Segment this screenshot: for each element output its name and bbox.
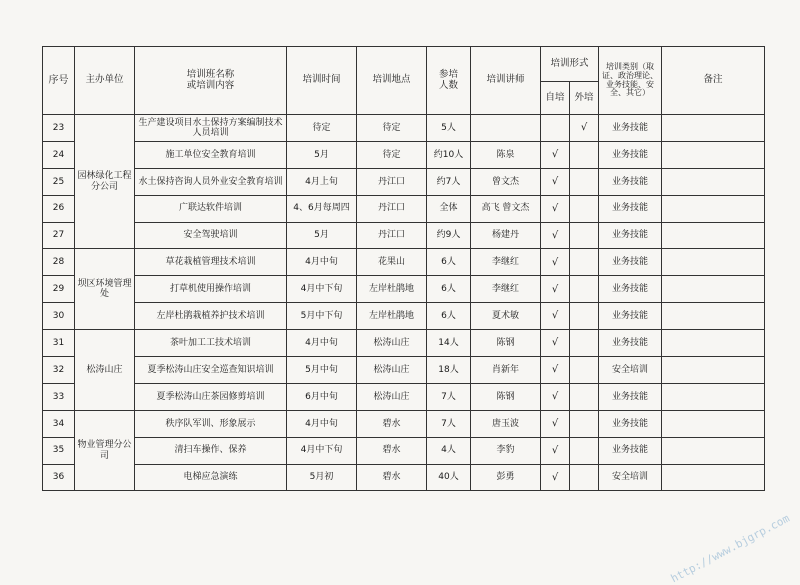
time-cell: 4、6月每周四: [287, 195, 357, 222]
teacher-cell: 唐玉波: [471, 410, 541, 437]
remark-cell: [662, 330, 765, 357]
count-cell: 18人: [427, 357, 471, 384]
remark-cell: [662, 141, 765, 168]
time-cell: 5月初: [287, 464, 357, 491]
time-cell: 4月中旬: [287, 330, 357, 357]
time-cell: 4月上旬: [287, 168, 357, 195]
remark-cell: [662, 249, 765, 276]
remark-cell: [662, 464, 765, 491]
count-cell: 全体: [427, 195, 471, 222]
count-cell: 约9人: [427, 222, 471, 249]
header-course-line2: 或培训内容: [186, 79, 235, 91]
course-cell: 打草机使用操作培训: [135, 276, 287, 303]
seq-cell: 27: [43, 222, 75, 249]
remark-cell: [662, 222, 765, 249]
teacher-cell: 李继红: [471, 276, 541, 303]
time-cell: 待定: [287, 115, 357, 142]
header-category: 培训类别（取证、政治理论、业务技能、安全、其它）: [599, 47, 662, 115]
internal-check-cell: [541, 115, 570, 142]
org-cell: 物业管理分公司: [75, 410, 135, 491]
category-cell: 业务技能: [599, 383, 662, 410]
table-row: [43, 115, 765, 142]
external-check-cell: [570, 437, 599, 464]
teacher-cell: 陈钢: [471, 330, 541, 357]
count-cell: 6人: [427, 249, 471, 276]
internal-check-cell: √: [541, 437, 570, 464]
header-form-internal: 自培: [541, 82, 570, 115]
teacher-cell: 李继红: [471, 249, 541, 276]
course-cell: 安全驾驶培训: [135, 222, 287, 249]
seq-cell: 35: [43, 437, 75, 464]
time-cell: 5月: [287, 222, 357, 249]
table-row: [43, 357, 765, 384]
place-cell: 待定: [357, 115, 427, 142]
time-cell: 4月中下旬: [287, 437, 357, 464]
seq-cell: 24: [43, 141, 75, 168]
place-cell: 松涛山庄: [357, 330, 427, 357]
category-cell: 安全培训: [599, 464, 662, 491]
header-course: [135, 47, 287, 115]
external-check-cell: [570, 303, 599, 330]
count-cell: 7人: [427, 410, 471, 437]
seq-cell: 33: [43, 383, 75, 410]
external-check-cell: [570, 330, 599, 357]
count-cell: 6人: [427, 303, 471, 330]
table-row: [43, 464, 765, 491]
course-cell: 施工单位安全教育培训: [135, 141, 287, 168]
teacher-cell: 夏术敏: [471, 303, 541, 330]
course-cell: 水土保持咨询人员外业安全教育培训: [135, 168, 287, 195]
category-cell: 业务技能: [599, 330, 662, 357]
place-cell: 丹江口: [357, 168, 427, 195]
internal-check-cell: √: [541, 249, 570, 276]
remark-cell: [662, 115, 765, 142]
time-cell: 6月中旬: [287, 383, 357, 410]
remark-cell: [662, 383, 765, 410]
course-cell: 夏季松涛山庄茶园修剪培训: [135, 383, 287, 410]
count-cell: 6人: [427, 276, 471, 303]
count-cell: 约7人: [427, 168, 471, 195]
teacher-cell: 李豹: [471, 437, 541, 464]
header-time: 培训时间: [287, 47, 357, 115]
external-check-cell: [570, 195, 599, 222]
table-row: [43, 437, 765, 464]
place-cell: 碧水: [357, 437, 427, 464]
seq-cell: 23: [43, 115, 75, 142]
course-cell: 秩序队军训、形象展示: [135, 410, 287, 437]
table-row: [43, 249, 765, 276]
remark-cell: [662, 437, 765, 464]
teacher-cell: [471, 115, 541, 142]
table-row: [43, 330, 765, 357]
internal-check-cell: √: [541, 357, 570, 384]
header-form-external: 外培: [570, 82, 599, 115]
external-check-cell: [570, 276, 599, 303]
teacher-cell: 曾文杰: [471, 168, 541, 195]
remark-cell: [662, 276, 765, 303]
count-cell: 40人: [427, 464, 471, 491]
external-check-cell: [570, 141, 599, 168]
teacher-cell: 高飞 曾文杰: [471, 195, 541, 222]
course-cell: 草花栽植管理技术培训: [135, 249, 287, 276]
teacher-cell: 肖新年: [471, 357, 541, 384]
seq-cell: 31: [43, 330, 75, 357]
seq-cell: 36: [43, 464, 75, 491]
place-cell: 松涛山庄: [357, 383, 427, 410]
header-course-line1: 培训班名称: [186, 68, 235, 80]
time-cell: 5月: [287, 141, 357, 168]
table-row: [43, 168, 765, 195]
internal-check-cell: √: [541, 195, 570, 222]
header-place: 培训地点: [357, 47, 427, 115]
org-cell: 松涛山庄: [75, 330, 135, 411]
remark-cell: [662, 410, 765, 437]
teacher-cell: 陈钢: [471, 383, 541, 410]
category-cell: 业务技能: [599, 303, 662, 330]
time-cell: 5月中旬: [287, 357, 357, 384]
teacher-cell: 陈泉: [471, 141, 541, 168]
course-cell: 清扫车操作、保养: [135, 437, 287, 464]
place-cell: 碧水: [357, 464, 427, 491]
external-check-cell: [570, 464, 599, 491]
remark-cell: [662, 303, 765, 330]
header-row: [43, 47, 765, 82]
header-remark: 备注: [662, 47, 765, 115]
table-row: [43, 222, 765, 249]
external-check-cell: √: [570, 115, 599, 142]
header-form: 培训形式: [541, 47, 599, 82]
time-cell: 4月中旬: [287, 410, 357, 437]
time-cell: 4月中下旬: [287, 276, 357, 303]
remark-cell: [662, 357, 765, 384]
category-cell: 业务技能: [599, 141, 662, 168]
teacher-cell: 杨建丹: [471, 222, 541, 249]
course-cell: 夏季松涛山庄安全巡查知识培训: [135, 357, 287, 384]
seq-cell: 28: [43, 249, 75, 276]
category-cell: 业务技能: [599, 168, 662, 195]
table-body: [43, 115, 765, 491]
external-check-cell: [570, 357, 599, 384]
teacher-cell: 彭勇: [471, 464, 541, 491]
org-cell: 坝区环境管理处: [75, 249, 135, 330]
internal-check-cell: √: [541, 168, 570, 195]
place-cell: 碧水: [357, 410, 427, 437]
external-check-cell: [570, 168, 599, 195]
category-cell: 安全培训: [599, 357, 662, 384]
seq-cell: 32: [43, 357, 75, 384]
time-cell: 4月中旬: [287, 249, 357, 276]
category-cell: 业务技能: [599, 115, 662, 142]
watermark-url: http://www.bjgrp.com: [668, 511, 792, 585]
place-cell: 丹江口: [357, 222, 427, 249]
place-cell: 松涛山庄: [357, 357, 427, 384]
remark-cell: [662, 195, 765, 222]
external-check-cell: [570, 222, 599, 249]
place-cell: 花果山: [357, 249, 427, 276]
remark-cell: [662, 168, 765, 195]
table-row: [43, 141, 765, 168]
org-cell: 园林绿化工程分公司: [75, 115, 135, 249]
internal-check-cell: √: [541, 383, 570, 410]
category-cell: 业务技能: [599, 222, 662, 249]
time-cell: 5月中下旬: [287, 303, 357, 330]
seq-cell: 25: [43, 168, 75, 195]
count-cell: 14人: [427, 330, 471, 357]
seq-cell: 29: [43, 276, 75, 303]
category-cell: 业务技能: [599, 195, 662, 222]
header-count-line2: 人数: [438, 79, 458, 91]
seq-cell: 26: [43, 195, 75, 222]
course-cell: 茶叶加工工技术培训: [135, 330, 287, 357]
header-teacher: 培训讲师: [471, 47, 541, 115]
course-cell: 广联达软件培训: [135, 195, 287, 222]
internal-check-cell: √: [541, 303, 570, 330]
header-count: [427, 47, 471, 115]
internal-check-cell: √: [541, 464, 570, 491]
seq-cell: 30: [43, 303, 75, 330]
count-cell: 约10人: [427, 141, 471, 168]
category-cell: 业务技能: [599, 437, 662, 464]
category-cell: 业务技能: [599, 410, 662, 437]
count-cell: 7人: [427, 383, 471, 410]
external-check-cell: [570, 410, 599, 437]
place-cell: 左岸杜鹃地: [357, 276, 427, 303]
table-row: [43, 383, 765, 410]
internal-check-cell: √: [541, 222, 570, 249]
count-cell: 4人: [427, 437, 471, 464]
place-cell: 待定: [357, 141, 427, 168]
header-count-line1: 参培: [438, 68, 458, 80]
category-cell: 业务技能: [599, 249, 662, 276]
training-plan-sheet: [42, 46, 765, 491]
seq-cell: 34: [43, 410, 75, 437]
count-cell: 5人: [427, 115, 471, 142]
table-row: [43, 303, 765, 330]
place-cell: 丹江口: [357, 195, 427, 222]
internal-check-cell: √: [541, 276, 570, 303]
category-cell: 业务技能: [599, 276, 662, 303]
header-seq: 序号: [43, 47, 75, 115]
place-cell: 左岸杜鹃地: [357, 303, 427, 330]
course-cell: 生产建设项目水土保持方案编制技术人员培训: [135, 115, 287, 142]
table-row: [43, 195, 765, 222]
table-row: [43, 410, 765, 437]
external-check-cell: [570, 383, 599, 410]
course-cell: 电梯应急演练: [135, 464, 287, 491]
header-org: 主办单位: [75, 47, 135, 115]
training-plan-table: [42, 46, 765, 491]
table-row: [43, 276, 765, 303]
internal-check-cell: √: [541, 330, 570, 357]
internal-check-cell: √: [541, 410, 570, 437]
external-check-cell: [570, 249, 599, 276]
internal-check-cell: √: [541, 141, 570, 168]
course-cell: 左岸杜鹃栽植养护技术培训: [135, 303, 287, 330]
